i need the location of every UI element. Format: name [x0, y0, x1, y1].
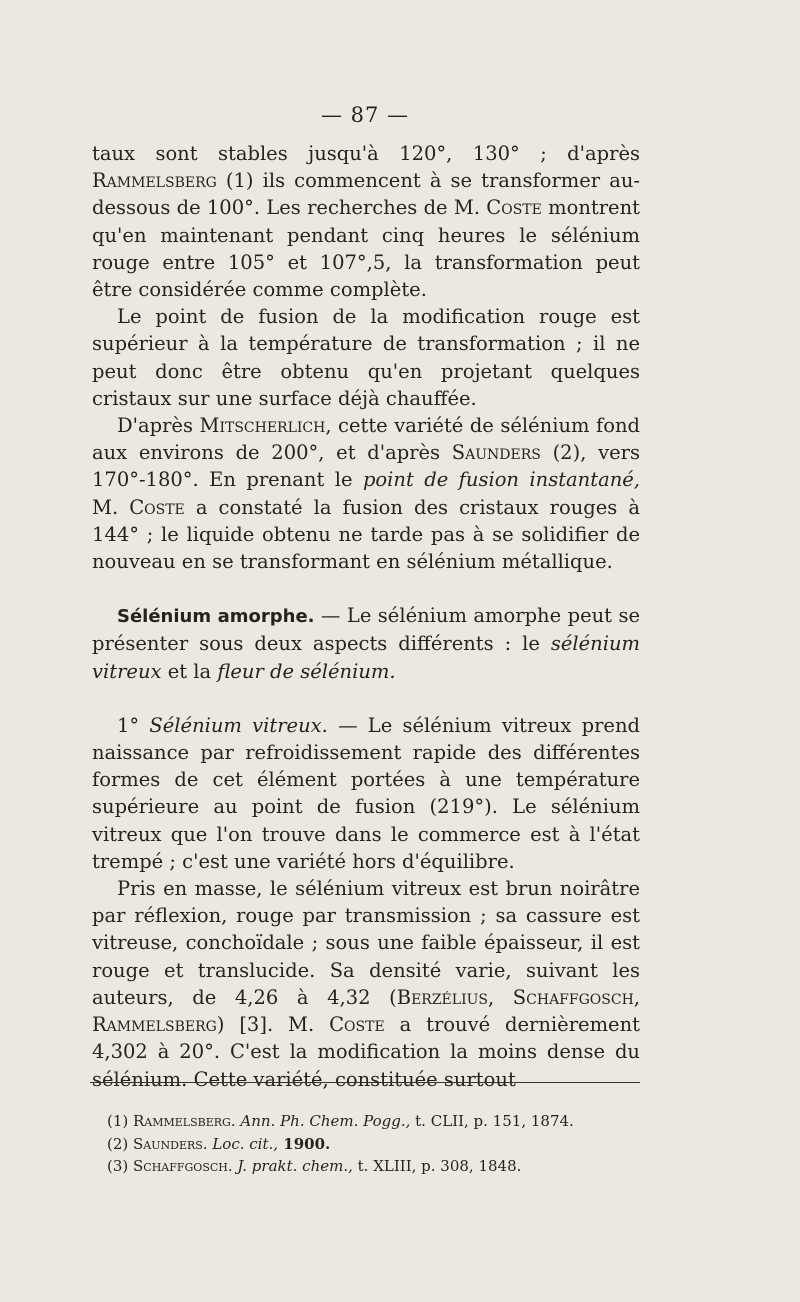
italic-term: fleur de sélénium. — [217, 659, 396, 683]
section-heading: Sélénium amorphe. — [117, 606, 315, 628]
footnote-1: (1) Rammelsberg. Ann. Ph. Chem. Pogg., t. CLII, p. 151, 1874. — [107, 1112, 574, 1130]
author-name: Rammelsberg — [92, 1013, 217, 1037]
author-name: Berzélius — [396, 985, 488, 1009]
paragraph-amorphous-selenium: Sélénium amorphe. — Le sélénium amorphe peut se présenter sous deux aspects différents : le sélénium vitreux et la fleur de sélénium. — [92, 604, 640, 683]
subsection-title: Sélénium vitreux. — [149, 713, 328, 737]
footnote-divider — [90, 1082, 640, 1083]
page-number: — 87 — — [320, 103, 410, 127]
author-name: Mitscherlich — [199, 414, 326, 438]
paragraph-fusion-temperatures: D'après Mitscherlich, cette variété de sélénium fond aux environs de 200°, et d'après Saunders (2), vers 170°-180°. En prenant le point de fusion instantané, M. Coste a constaté la fusion des cristaux rouges à 144° ; le liquide obtenu ne tarde pas à se solidifier de nouveau en se transformant en sélénium métallique. — [92, 414, 641, 574]
italic-term: point de fusion instantané, — [362, 468, 641, 492]
paragraph-melting-point: Le point de fusion de la modification rouge est supérieur à la température de transformation ; il ne peut donc être obtenu qu'en projetant quelques cristaux sur une surface déjà chauffée. — [92, 305, 640, 410]
main-text — [92, 140, 640, 1093]
paragraph-red-selenium-transformation: taux sont stables jusqu'à 120°, 130° ; d'après Rammelsberg (1) ils commencent à se transformer au-dessous de 100°. Les recherches de M. Coste montrent qu'en maintenant pendant cinq heures le sélénium rouge entre 105° et 107°,5, la transformation peut être considérée comme complète. — [92, 142, 640, 302]
paragraph-vitreous-properties: Pris en masse, le sélénium vitreux est brun noirâtre par réflexion, rouge par transmission ; sa cassure est vitreuse, conchoïdale ; sous une faible épaisseur, il est rouge et translucide. Sa densité varie, suivant les auteurs, de 4,26 à 4,32 (Berzélius, Schaffgosch, Rammelsberg) [3]. M. Coste a trouvé dernièrement 4,302 à 20°. C'est la modification la moins dense du sélénium. Cette variété, constituée surtout — [92, 877, 640, 1091]
author-name: Schaffgosch — [512, 985, 634, 1009]
author-name: Coste — [486, 196, 542, 220]
paragraph-vitreous-selenium: 1° Sélénium vitreux. — Le sélénium vitreux prend naissance par refroidissement rapide des différentes formes de cet élément portées à une température supérieure au point de fusion (219°). Le sélénium vitreux que l'on trouve dans le commerce est à l'état trempé ; c'est une variété hors d'équilibre. — [92, 713, 640, 873]
footnotes — [107, 1110, 647, 1178]
author-name: Saunders — [451, 441, 541, 465]
footnote-2: (2) Saunders. Loc. cit., 1900. — [107, 1134, 331, 1153]
author-name: Coste — [129, 495, 185, 519]
italic-term: sélénium vitreux — [92, 632, 640, 683]
author-name: Coste — [329, 1013, 385, 1037]
author-name: Rammelsberg — [92, 169, 217, 193]
footnote-3: (3) Schaffgosch. J. prakt. chem., t. XLIII, p. 308, 1848. — [107, 1157, 522, 1175]
